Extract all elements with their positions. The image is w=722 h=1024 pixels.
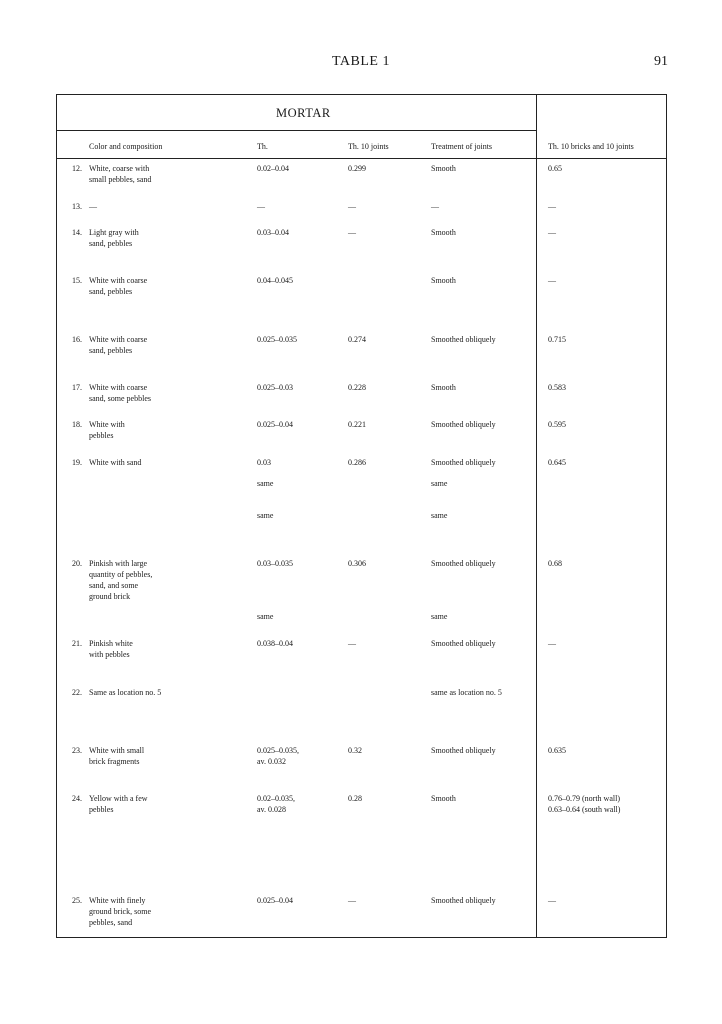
- row-13-num: 21.: [72, 639, 82, 648]
- row-6-num: 17.: [72, 383, 82, 392]
- row-17-th10: —: [348, 896, 356, 905]
- row-8-bricks: 0.645: [548, 458, 566, 467]
- row-16-num: 24.: [72, 794, 82, 803]
- row-4-color: White with coarse sand, pebbles: [89, 276, 148, 296]
- header-rule: [56, 158, 667, 159]
- row-5-bricks: 0.715: [548, 335, 566, 344]
- row-3-color: Light gray with sand, pebbles: [89, 228, 139, 248]
- row-4-bricks: —: [548, 276, 556, 285]
- row-15-num: 23.: [72, 746, 82, 755]
- header-color: Color and composition: [89, 142, 163, 151]
- row-15-color: White with small brick fragments: [89, 746, 145, 766]
- row-6-treatment: Smooth: [431, 383, 456, 392]
- row-8-color: White with sand: [89, 458, 142, 467]
- row-2-num: 13.: [72, 202, 82, 211]
- row-2-bricks: —: [548, 202, 556, 211]
- row-13-th: 0.038–0.04: [257, 639, 293, 648]
- row-5-num: 16.: [72, 335, 82, 344]
- row-1-treatment: Smooth: [431, 164, 456, 173]
- header-th: Th.: [257, 142, 268, 151]
- row-7-th10: 0.221: [348, 420, 366, 429]
- section-title: MORTAR: [276, 106, 331, 120]
- row-6-th10: 0.228: [348, 383, 366, 392]
- row-11-num: 20.: [72, 559, 82, 568]
- row-8-th: 0.03: [257, 458, 271, 467]
- row-11-th10: 0.306: [348, 559, 366, 568]
- row-17-th: 0.025–0.04: [257, 896, 293, 905]
- row-7-treatment: Smoothed obliquely: [431, 420, 496, 429]
- row-11-th: 0.03–0.035: [257, 559, 293, 568]
- row-16-color: Yellow with a few pebbles: [89, 794, 148, 814]
- row-5-th: 0.025–0.035: [257, 335, 297, 344]
- page-title: TABLE 1: [332, 54, 390, 69]
- row-4-th: 0.04–0.045: [257, 276, 293, 285]
- row-15-bricks: 0.635: [548, 746, 566, 755]
- row-16-bricks: 0.76–0.79 (north wall) 0.63–0.64 (south wall): [548, 794, 621, 814]
- row-1-th10: 0.299: [348, 164, 366, 173]
- row-10-th: same: [257, 511, 274, 520]
- page-number: 91: [654, 54, 668, 69]
- row-6-bricks: 0.583: [548, 383, 566, 392]
- row-1-bricks: 0.65: [548, 164, 562, 173]
- row-16-th10: 0.28: [348, 794, 362, 803]
- row-6-th: 0.025–0.03: [257, 383, 293, 392]
- row-9-treatment: same: [431, 479, 448, 488]
- row-6-color: White with coarse sand, some pebbles: [89, 383, 151, 403]
- row-8-treatment: Smoothed obliquely: [431, 458, 496, 467]
- row-1-num: 12.: [72, 164, 82, 173]
- row-2-th10: —: [348, 202, 356, 211]
- row-7-num: 18.: [72, 420, 82, 429]
- row-14-num: 22.: [72, 688, 82, 697]
- row-15-th: 0.025–0.035, av. 0.032: [257, 746, 299, 766]
- row-2-treatment: —: [431, 202, 439, 211]
- row-3-treatment: Smooth: [431, 228, 456, 237]
- row-1-th: 0.02–0.04: [257, 164, 289, 173]
- row-7-color: White with pebbles: [89, 420, 125, 440]
- row-14-color: Same as location no. 5: [89, 688, 162, 697]
- row-10-treatment: same: [431, 511, 448, 520]
- row-8-num: 19.: [72, 458, 82, 467]
- row-16-th: 0.02–0.035, av. 0.028: [257, 794, 295, 814]
- header-bricks: Th. 10 bricks and 10 joints: [548, 142, 634, 151]
- row-4-num: 15.: [72, 276, 82, 285]
- row-15-th10: 0.32: [348, 746, 362, 755]
- row-7-bricks: 0.595: [548, 420, 566, 429]
- row-16-treatment: Smooth: [431, 794, 456, 803]
- row-3-num: 14.: [72, 228, 82, 237]
- row-3-th: 0.03–0.04: [257, 228, 289, 237]
- row-17-num: 25.: [72, 896, 82, 905]
- row-5-treatment: Smoothed obliquely: [431, 335, 496, 344]
- row-9-th: same: [257, 479, 274, 488]
- row-13-th10: —: [348, 639, 356, 648]
- header-treatment: Treatment of joints: [431, 142, 493, 151]
- row-7-th: 0.025–0.04: [257, 420, 293, 429]
- row-3-th10: —: [348, 228, 356, 237]
- row-14-treatment: same as location no. 5: [431, 688, 502, 697]
- row-11-treatment: Smoothed obliquely: [431, 559, 496, 568]
- section-rule: [56, 130, 537, 131]
- row-15-treatment: Smoothed obliquely: [431, 746, 496, 755]
- row-17-color: White with finely ground brick, some pebbles, sand: [89, 896, 151, 927]
- row-2-th: —: [257, 202, 265, 211]
- row-1-color: White, coarse with small pebbles, sand: [89, 164, 152, 184]
- row-3-bricks: —: [548, 228, 556, 237]
- row-17-bricks: —: [548, 896, 556, 905]
- row-11-bricks: 0.68: [548, 559, 562, 568]
- row-4-treatment: Smooth: [431, 276, 456, 285]
- row-5-color: White with coarse sand, pebbles: [89, 335, 148, 355]
- row-12-treatment: same: [431, 612, 448, 621]
- row-17-treatment: Smoothed obliquely: [431, 896, 496, 905]
- header-th10: Th. 10 joints: [348, 142, 389, 151]
- row-13-treatment: Smoothed obliquely: [431, 639, 496, 648]
- row-8-th10: 0.286: [348, 458, 366, 467]
- row-11-color: Pinkish with large quantity of pebbles, sand, and some ground brick: [89, 559, 153, 601]
- row-13-color: Pinkish white with pebbles: [89, 639, 133, 659]
- column-divider: [536, 94, 537, 938]
- row-2-color: —: [89, 202, 97, 211]
- row-5-th10: 0.274: [348, 335, 366, 344]
- row-13-bricks: —: [548, 639, 556, 648]
- row-12-th: same: [257, 612, 274, 621]
